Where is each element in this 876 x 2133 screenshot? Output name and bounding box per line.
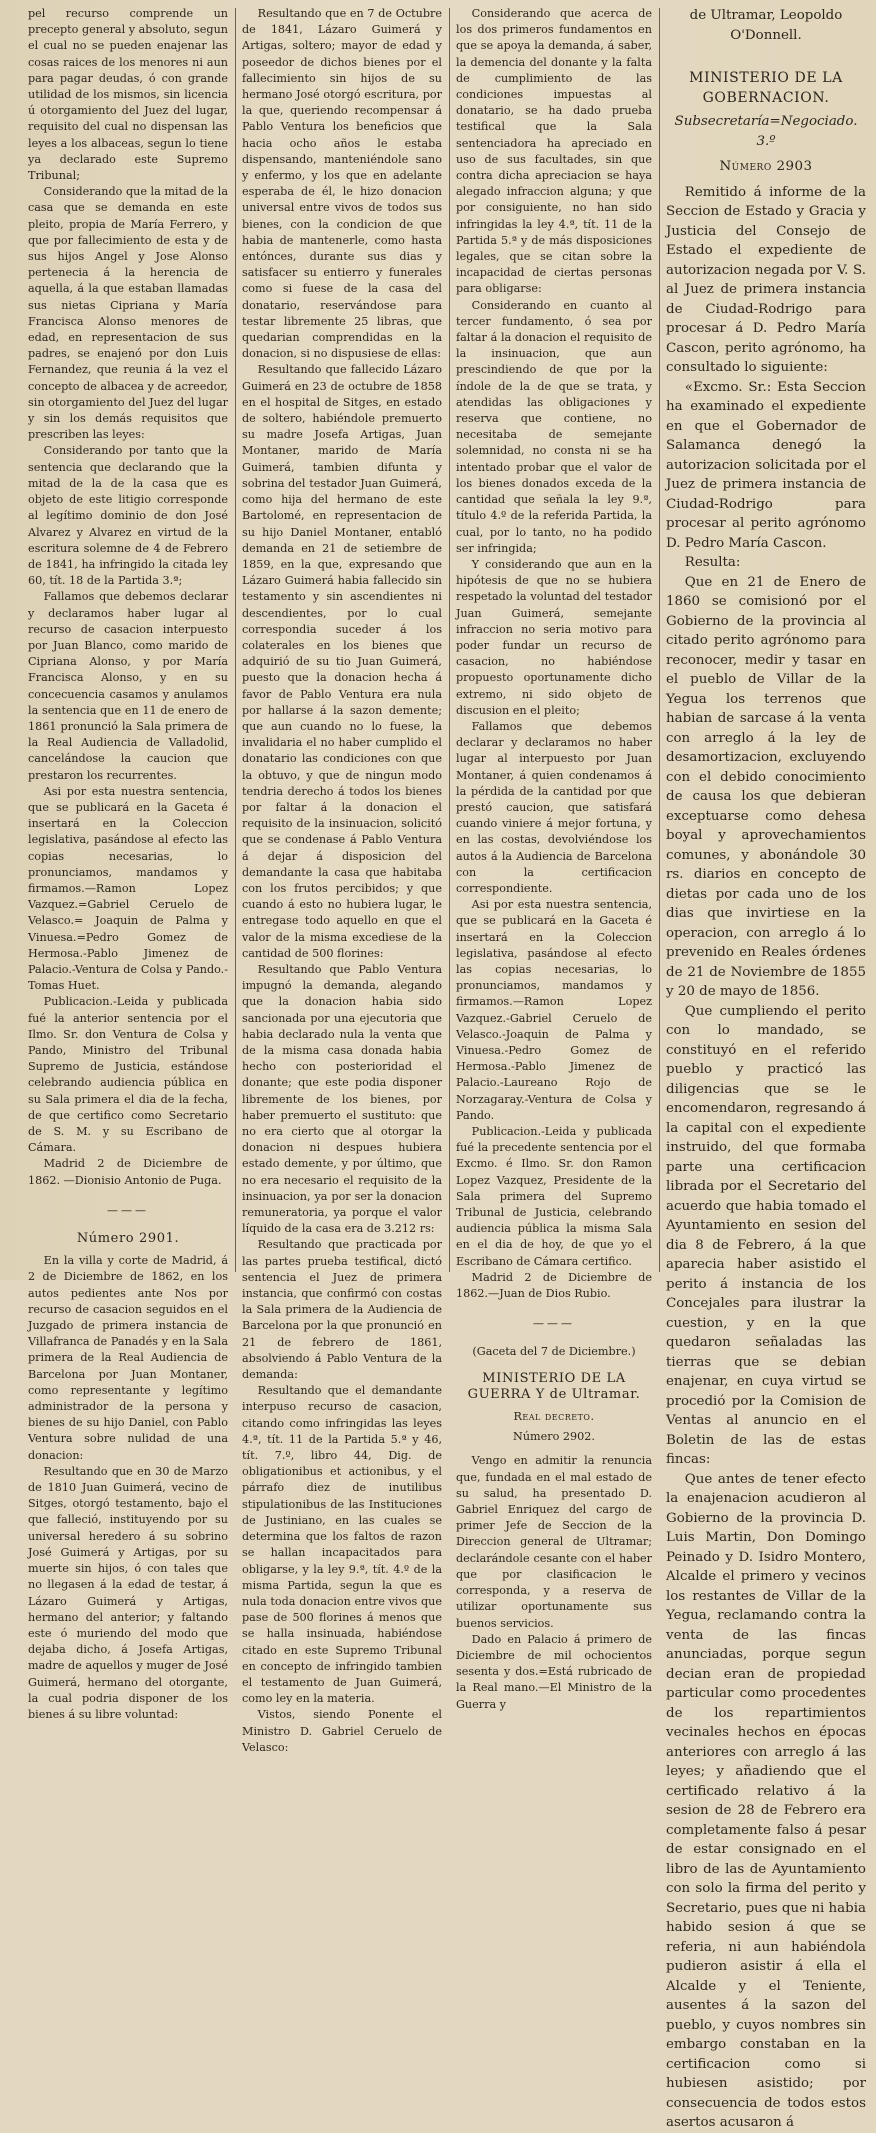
paragraph: Fallamos que debemos declarar y declaramos no haber lugar al interpuesto por Juan Montaner, á quien condenamos á la pérdida de la cantidad por que prestó caucion, que satisfará cuando viniere á mejor fortuna, y en las costas, devolviéndose los autos á la Audiencia de Barcelona con la certificacion correspondiente. [456,719,652,895]
paragraph: Publicacion.-Leida y publicada fué la anterior sentencia por el Ilmo. Sr. don Ventura de Colsa y Pando, Ministro del Tribunal Supremo de Justicia, estándose celebrando audiencia pública en su Sala primera el dia de la fecha, de que certifico como Secretario de S. M. y su Escribano de Cámara. [28,995,228,1155]
section-number-heading: Número 2903 [719,159,813,174]
column-2 [242,6,442,1754]
paragraph: Que en 21 de Enero de 1860 se comisionó por el Gobierno de la provincia al citado perito agrónomo para reconocer, medir y tasar en el pueblo de Villar de la Yegua los terrenos que habian de sarcase á la venta con arreglo á la ley de desamortizacion, excluyendo con el debido conocimiento de causa los que debieran exceptuarse como dehesa boyal y aprovechamientos comunes, y abonándole 30 rs. diarios en concepto de dietas por cada uno de los dias que invirtiese en la operacion, con arreglo á lo prevenido en Reales órdenes de 21 de Noviembre de 1855 y 20 de mayo de 1856. [666,574,866,999]
paragraph: Resultando que fallecido Lázaro Guimerá en 23 de octubre de 1858 en el hospital de Sitges, en estado de soltero, habiéndole premuerto su madre Josefa Artigas, Juan Montaner, marido de María Guimerá, tambien difunta y sobrina del testador Juan Guimerá, como hija del hermano de este Bartolomé, en representacion de su hijo Daniel Montaner, entabló demanda en 21 de setiembre de 1859, en la que, expresando que Lázaro Guimerá habia fallecido sin testamento y sin ascendientes ni descendientes, por lo cual correspondia suceder á los colaterales en los bienes que adquirió de su tio Juan Guimerá, puesto que la donacion hecha á favor de Pablo Ventura era nula por hallarse á la sazon demente; que aun cuando no lo fuese, la invalidaria el no haber cumplido el donatario las condiciones con que la obtuvo, y que de ningun modo tendria derecho á todos los bienes por faltar á la donacion el requisito de la insinuacion, solicitó que se condenase á Pablo Ventura á dejar á disposicion del demandante la casa que habitaba con los frutos percibidos; y que cuando á esto no hubiera lugar, le entregase todo aquello en que el valor de la misma excediese de la cantidad de 500 florines: [242,363,442,960]
paragraph: Asi por esta nuestra sentencia, que se publicará en la Gaceta é insertará en la Coleccion legislativa, pasándose al efecto las copias necesarias, lo pronunciamos, mandamos y firmamos.—Ramon Lopez Vazquez.=Gabriel Ceruelo de Velasco.= Joaquin de Palma y Vinuesa.=Pedro Gomez de Hermosa.-Pablo Jimenez de Palacio.-Ventura de Colsa y Pando.-Tomas Huet. [28,784,228,993]
paragraph: Vistos, siendo Ponente el Ministro D. Gabriel Ceruelo de Velasco: [242,1708,442,1754]
paragraph: Considerando que la mitad de la casa que se demanda en este pleito, propia de María Ferrero, y que por fallecimiento de esta y de sus hijos Angel y Jose Alonso pertenecia á la herencia de aquella, á la que estaban llamadas sus nietas Cipriana y María Francisca Alonso menores de edad, en representacion de sus padres, se enajenó por don Luis Fernandez, que reunia á la vez el concepto de albacea y de acreedor, sin otorgamiento del Juez del lugar y sin los demás requisitos que prescriben las leyes: [28,185,228,442]
paragraph: Que antes de tener efecto la enajenacion acudieron al Gobierno de la provincia D. Luis Martin, Don Domingo Peinado y D. Isidro Montero, Alcalde el primero y vecinos los restantes de Villar de la Yegua, reclamando contra la venta de las fincas anunciadas, porque segun decian eran de propiedad particular como procedentes de los repartimientos vecinales hechos en épocas anteriores con arreglo á las leyes; y añadiendo que el certificado relativo á la sesion de 28 de Febrero era completamente falso á pesar de estar consignado en el libro de las de Ayuntamiento con solo la firma del perito y Secretario, pues que ni habia habido sesion á que se referia, ni aun habiéndola pudieron asistir á ella el Alcalde y el Teniente, ausentes á la sazon del pueblo, y cuyos nombres sin embargo constaban en la certificacion como si hubiesen asistido; por consecuencia de todos estos asertos acusaron á [666,1471,866,2130]
paragraph: Considerando que acerca de los dos primeros fundamentos en que se apoya la demanda, á saber, la demencia del donante y la falta de cumplimiento de las condiciones impuestas al donatario, se ha dado prueba testifical que la Sala sentenciadora ha apreciado en uso de sus facultades, sin que contra dicha apreciacion se haya alegado infraccion alguna; y que por consiguiente, no han sido infringidas la ley 4.ª, tít. 11 de la Partida 5.ª y de más disposiciones legales, que se citan sobre la incapacidad de ciertas personas para obligarse: [456,7,652,296]
column-rule [449,8,450,1272]
paragraph: Asi por esta nuestra sentencia, que se publicará en la Gaceta é insertará en la Coleccion legislativa, pasándose al efecto las copias necesarias, lo pronunciamos, mandamos y firmamos.—Ramon Lopez Vazquez.-Gabriel Ceruelo de Velasco.-Joaquin de Palma y Vinuesa.-Pedro Gomez de Hermosa.-Pablo Jimenez de Palacio.-Laureano Rojo de Norzagaray.-Ventura de Colsa y Pando. [456,898,652,1122]
paragraph: Resultando que Pablo Ventura impugnó la demanda, alegando que la donacion habia sido sancionada por una ejecutoria que habia declarado nula la venta que de la misma casa donada habia hecho con posterioridad el donante; que este podia disponer libremente de los bienes, por haber premuerto el sustituto: que no era cierto que al otorgar la donacion ni despues hubiera estado demente, y por último, que no era necesario el requisito de la insinuacion, ya por ser la donacion remuneratoria, ya porque el valor líquido de la casa era de 3.212 rs: [242,962,442,1236]
section-separator: ——— [533,1317,575,1331]
paragraph: Considerando por tanto que la sentencia que declarando que la mitad de la de la casa que es objeto de este litigio corresponde al legítimo dominio de don José Alvarez y Alvarez en virtud de la escritura solemne de 4 de Febrero de 1841, ha infringido la citada ley 60, tít. 18 de la Partida 3.ª; [28,444,228,588]
column-1 [28,6,228,1721]
paragraph: Resulta: [684,555,741,570]
paragraph: Resultando que en 7 de Octubre de 1841, Lázaro Guimerá y Artigas, soltero; mayor de edad y poseedor de dichos bienes por el fallecimiento sin hijos de su hermano José otorgó escritura, por la que, queriendo recompensar á Pablo Ventura los beneficios que hacia ocho años le estaba dispensando, manteniéndole sano y enfermo, y los que en adelante esperaba de él, le hizo donacion universal entre vivos de todos sus bienes, con la condicion de que habia de mantenerle, como hasta entónces, durante sus dias y satisfacer su entierro y funerales como si fuese de la casa del donatario, reservándose para testar libremente 25 libras, que quedarian comprendidas en la donacion, si no dispusiese de ellas: [242,7,442,361]
column-rule [659,8,660,1272]
paragraph: Vengo en admitir la renuncia que, fundada en el mal estado de su salud, ha presentado D. Gabriel Enriquez del cargo de primer Jefe de Seccion de la Direccion general de Ultramar; declarándole cesante con el haber que por clasificacion le corresponda, y a reserva de utilizar oportunamente sus buenos servicios. [456,1454,652,1630]
paragraph: Resultando que el demandante interpuso recurso de casacion, citando como infringidas las leyes 4.ª, tít. 11 de la Partida 5.ª y 46, tít. 7.º, libro 44, Dig. de obligationibus et actionibus, y el párrafo diez de inutilibus stipulationibus de las Instituciones de Justiniano, en las cuales se determina que los faltos de razon se hallan incapacitados para obligarse, y la ley 9.ª, tít. 4.º de la misma Partida, segun la que es nula toda donacion entre vivos que pase de 500 florines á menos que se halla insinuada, habiéndose citado en este Supremo Tribunal en concepto de infringido tambien el testamento de Juan Guimerá, como ley en la materia. [242,1384,442,1706]
column-rule [235,8,236,1272]
paragraph: Considerando en cuanto al tercer fundamento, ó sea por faltar á la donacion el requisito de la insinuacion, que aun prescindiendo de que por la índole de la de que se trata, y atendidas las obligaciones y reserva que contiene, no necesitaba de semejante solemnidad, no consta ni se ha intentado probar que el valor de los bienes donados exceda de la cantidad que señala la ley 9.ª, título 4.º de la referida Partida, la cual, por lo tanto, no ha podido ser infringida; [456,298,652,555]
dateline-signature: Madrid 2 de Diciembre de 1862. —Dionisio Antonio de Puga. [28,1157,228,1187]
paragraph: Remitido á informe de la Seccion de Estado y Gracia y Justicia del Consejo de Estado el expediente de autorizacion negada por V. S. al Juez de primera instancia de Ciudad-Rodrigo para procesar á D. Pedro María Cascon, perito agrónomo, ha consultado lo siguiente: [666,184,866,375]
decree-label: Real decreto. [513,1410,595,1424]
paragraph: Que cumpliendo el perito con lo mandado, se constituyó en el referido pueblo y practicó las diligencias que se le encomendaron, regresando á la capital con el expediente instruido, del que formaba parte una certificacion librada por el Secretario del acuerdo que habia tomado el Ayuntamiento en sesion del dia 8 de Febrero, á la que aparecia haber asistido el perito á instancia de los Concejales para ilustrar la cuestion, y en la que quedaron señaladas las tierras que se debian enajenar, en cuya virtud se procedió por la Comision de Ventas al anuncio en el Boletin de las de estas fincas: [666,1003,866,1467]
column-4 [666,6,866,2130]
section-number-heading: Número 2901. [76,1231,180,1247]
signature-line: de Ultramar, Leopoldo O'Donnell. [689,8,843,43]
gazette-date: (Gaceta del 7 de Diciembre.) [472,1345,636,1359]
paragraph: Publicacion.-Leida y publicada fué la precedente sentencia por el Excmo. é Ilmo. Sr. don Ramon Lopez Vazquez, Presidente de la Sala primera del Supremo Tribunal de Justicia, celebrando audiencia pública la misma Sala en el dia de hoy, de que yo el Escribano de Cámara certifico. [456,1125,652,1268]
dateline-signature: Madrid 2 de Diciembre de 1862.—Juan de Dios Rubio. [456,1270,652,1301]
paragraph: Resultando que en 30 de Marzo de 1810 Juan Guimerá, vecino de Sitges, otorgó testamento, bajo el que falleció, instituyendo por su universal heredero á su sobrino José Guimerá y Artigas, por su muerte sin hijos, ó con tales que no llegasen á la edad de testar, á Lázaro Guimerá y Artigas, hermano del anterior; y faltando este ó muriendo del modo que dejaba dicho, á Josefa Artigas, madre de aquellos y muger de José Guimerá, hermano del otorgante, la cual podria disponer de los bienes á su libre voluntad: [28,1464,228,1721]
paragraph: pel recurso comprende un precepto general y absoluto, segun el cual no se pueden enajenar las cosas raices de los menores ni aun para pagar deudas, ó con grande utilidad de los mismos, sin licencia ú otorgamiento del Juez del lugar, requisito del cual no dispensan las leyes a los albaceas, segun lo tiene ya declarado este Supremo Tribunal; [28,7,228,183]
paragraph: Resultando que practicada por las partes prueba testifical, dictó sentencia el Juez de primera instancia, que confirmó con costas la Sala primera de la Audiencia de Barcelona por la que pronunció en 21 de febrero de 1861, absolviendo á Pablo Ventura de la demanda: [242,1238,442,1382]
paragraph: «Excmo. Sr.: Esta Seccion ha examinado el expediente en que el Gobernador de Salamanca denegó la autorizacion solicitada por el Juez de primera instancia de Ciudad-Rodrigo para procesar al perito agrónomo D. Pedro María Cascon. [666,379,866,551]
ministry-heading: MINISTERIO DE LA GOBERNACION. [689,70,843,106]
paragraph: Y considerando que aun en la hipótesis de que no se hubiera respetado la voluntad del testador Juan Guimerá, semejante infraccion no seria motivo para poder fundar un recurso de casacion, no habiéndose propuesto oportunamente dicho extremo, ni sido objeto de discusion en el pleito; [456,557,652,717]
ministry-heading: MINISTERIO DE LA GUERRA Y de Ultramar. [467,1370,641,1402]
paragraph: Dado en Palacio á primero de Diciembre de mil ochocientos sesenta y dos.=Está rubricado de la Real mano.—El Ministro de la Guerra y [456,1632,652,1711]
paragraph: Fallamos que debemos declarar y declaramos haber lugar al recurso de casacion interpuesto por Juan Blanco, como marido de Cipriana Alonso, y por María Francisca Alonso, y en su concecuencia casamos y anulamos la sentencia que en 11 de enero de 1861 pronunció la Sala primera de la Real Audiencia de Valladolid, cancelándose la caucion que prestaron los recurrentes. [28,590,228,782]
column-3 [456,6,652,1711]
section-number-heading: Número 2902. [513,1430,595,1444]
paragraph: En la villa y corte de Madrid, á 2 de Diciembre de 1862, en los autos pedientes ante Nos por recurso de casacion seguidos en el Juzgado de primera instancia de Villafranca de Panadés y en la Sala primera de la Real Audiencia de Barcelona por Juan Montaner, como representante y legítimo administrador de la persona y bienes de su hijo Daniel, con Pablo Ventura sobre nulidad de una donacion: [28,1254,228,1462]
section-separator: ——— [107,1203,149,1217]
subsecretaria-heading: Subsecretaría=Negociado. 3.º [674,114,858,149]
